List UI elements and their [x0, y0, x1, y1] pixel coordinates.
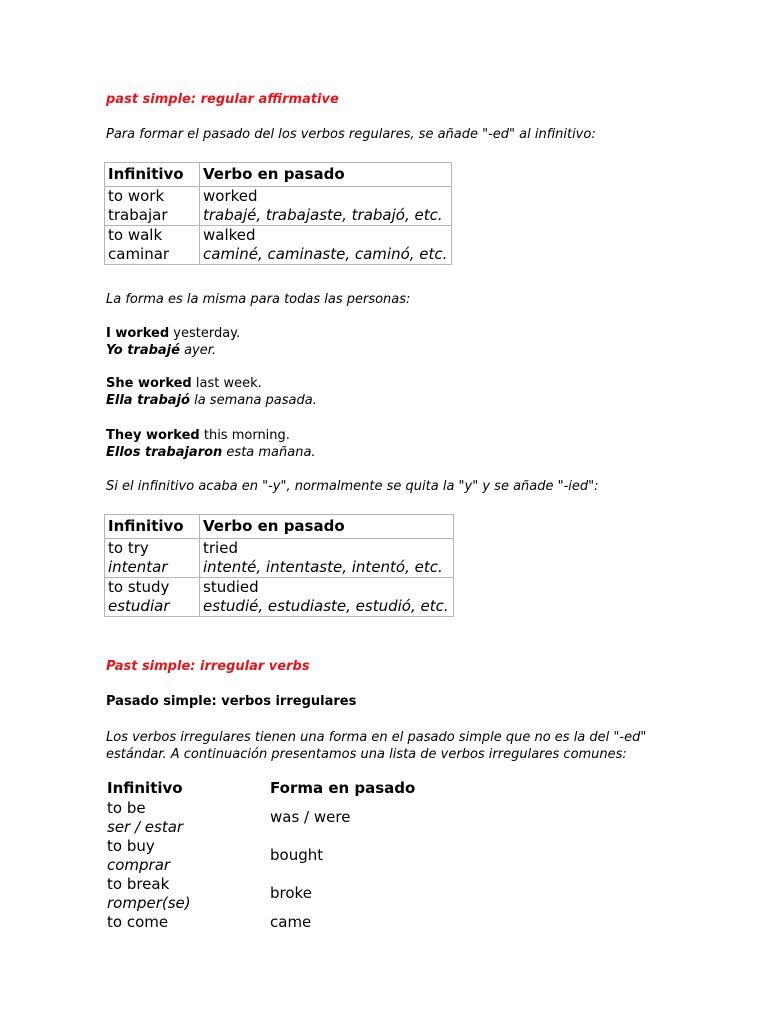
past-form: broke [270, 884, 312, 902]
infinitive-en: to try [108, 539, 149, 557]
infinitive-cell [105, 187, 200, 226]
past-en: walked [203, 226, 256, 244]
table-row [105, 578, 454, 617]
past-cell [200, 578, 454, 617]
past-en: worked [203, 187, 258, 205]
example-es-bold: Yo trabajé [106, 343, 180, 358]
infinitive-es: trabajar [108, 206, 168, 224]
irregular-intro-line: Los verbos irregulares tienen una forma en el pasado simple que no es la del "-ed" [106, 730, 647, 745]
example-block [106, 375, 317, 409]
header-infinitivo: Infinitivo [105, 515, 200, 539]
list-item [107, 837, 527, 875]
example-es-bold: Ella trabajó [106, 393, 190, 408]
infinitive-es: caminar [108, 245, 170, 263]
section-heading-regular: past simple: regular affirmative [106, 92, 339, 107]
past-form: bought [270, 846, 324, 864]
example-en-bold: She worked [106, 376, 192, 391]
past-es: estudié, estudiaste, estudió, etc. [203, 597, 449, 615]
example-en-rest: last week. [191, 376, 262, 391]
table-row [105, 187, 452, 226]
same-form-note: La forma es la misma para todas las personas: [106, 292, 411, 307]
past-cell [200, 187, 452, 226]
past-es: caminé, caminaste, caminó, etc. [203, 245, 448, 263]
header-forma-pasado: Forma en pasado [270, 779, 416, 797]
table-row [105, 226, 452, 265]
header-verbo-pasado: Verbo en pasado [200, 515, 454, 539]
table-row [105, 539, 454, 578]
example-es-rest: la semana pasada. [189, 393, 317, 408]
past-en: tried [203, 539, 238, 557]
infinitive-cell [105, 226, 200, 265]
example-block [106, 325, 240, 359]
example-en-bold: They worked [106, 428, 200, 443]
past-form: came [270, 913, 312, 931]
infinitive-en: to be [107, 799, 146, 817]
table-header-row [105, 515, 454, 539]
irregular-intro-line: estándar. A continuación presentamos una lista de verbos irregulares comunes: [106, 747, 627, 762]
regular-intro-text: Para formar el pasado del los verbos regulares, se añade "-ed" al infinitivo: [106, 127, 596, 142]
infinitive-en: to work [108, 187, 165, 205]
infinitive-es: estudiar [108, 597, 170, 615]
infinitive-en: to come [107, 913, 169, 931]
irregular-subheading: Pasado simple: verbos irregulares [106, 694, 357, 709]
infinitive-cell [105, 539, 200, 578]
example-es [106, 444, 316, 461]
irregular-intro-text [106, 729, 646, 763]
infinitive-en: to buy [107, 837, 155, 855]
infinitive-en: to study [108, 578, 170, 596]
irregular-header-row [107, 779, 527, 799]
infinitive-es: intentar [108, 558, 168, 576]
infinitive-es: romper(se) [107, 894, 191, 912]
header-infinitivo: Infinitivo [105, 163, 200, 187]
past-es: intenté, intentaste, intentó, etc. [203, 558, 443, 576]
example-en [106, 427, 316, 444]
example-es-rest: esta mañana. [222, 445, 316, 460]
list-item [107, 913, 527, 935]
infinitive-en: to break [107, 875, 170, 893]
example-en-bold: I worked [106, 326, 170, 341]
example-es-rest: ayer. [179, 343, 217, 358]
past-es: trabajé, trabajaste, trabajó, etc. [203, 206, 443, 224]
past-cell [200, 539, 454, 578]
table-header-row [105, 163, 452, 187]
example-en [106, 375, 317, 392]
header-infinitivo: Infinitivo [107, 779, 183, 797]
section-heading-irregular: Past simple: irregular verbs [106, 659, 310, 674]
past-form: was / were [270, 808, 351, 826]
example-es [106, 342, 240, 359]
example-en-rest: yesterday. [169, 326, 241, 341]
past-cell [200, 226, 452, 265]
list-item [107, 799, 527, 837]
ending-y-note: Si el infinitivo acaba en "-y", normalmente se quita la "y" y se añade "-ied": [106, 479, 599, 494]
irregular-verbs-list [107, 779, 527, 935]
past-en: studied [203, 578, 259, 596]
infinitive-cell [105, 578, 200, 617]
header-verbo-pasado: Verbo en pasado [200, 163, 452, 187]
y-ending-verbs-table [104, 514, 454, 617]
example-block [106, 427, 316, 461]
infinitive-en: to walk [108, 226, 163, 244]
regular-verbs-table [104, 162, 452, 265]
list-item [107, 875, 527, 913]
infinitive-es: comprar [107, 856, 171, 874]
example-es-bold: Ellos trabajaron [106, 445, 223, 460]
infinitive-es: ser / estar [107, 818, 184, 836]
example-en [106, 325, 240, 342]
example-es [106, 392, 317, 409]
example-en-rest: this morning. [199, 428, 290, 443]
